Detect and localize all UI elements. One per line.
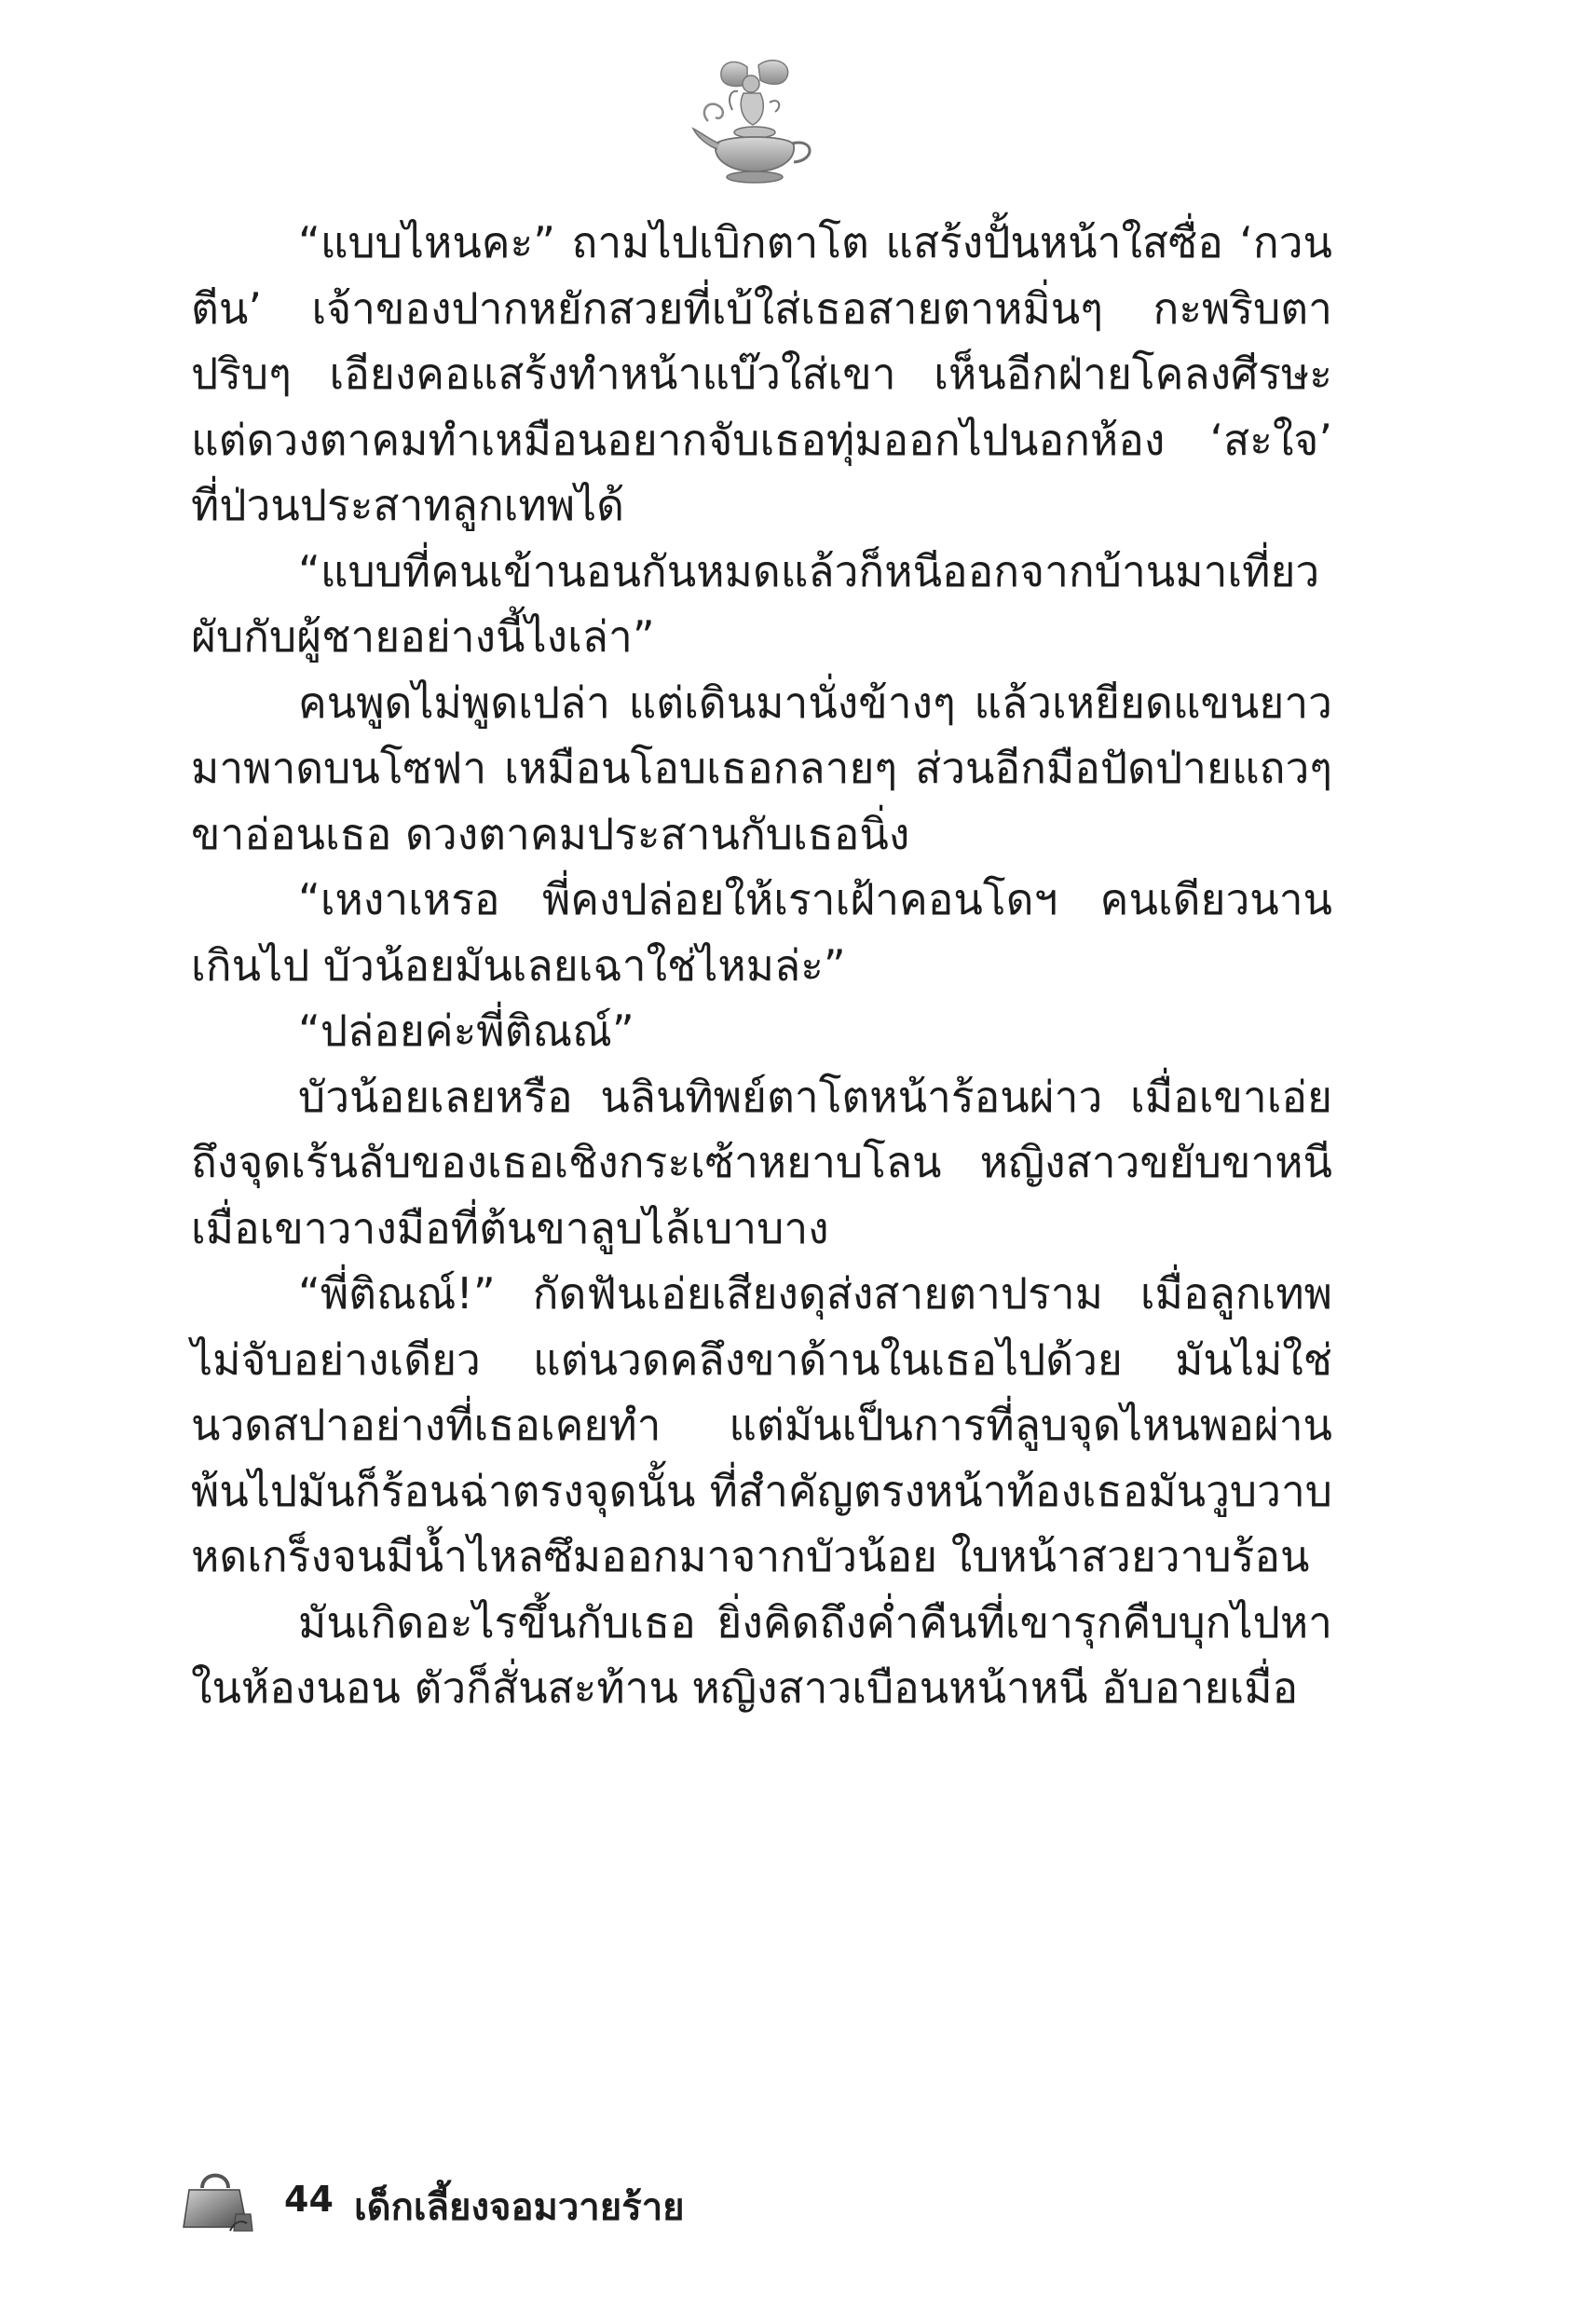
body-text: [191, 210, 1332, 1721]
paragraph: “ปล่อยค่ะพี่ติณณ์”: [298, 1005, 634, 1056]
book-title: เด็กเลี้ยงจอมวายร้าย: [354, 2186, 685, 2229]
paragraph: “แบบไหนคะ” ถามไปเบิกตาโต แสร้งปั้นหน้าใสซื่อ ‘กวนตีน’ เจ้าของปากหยักสวยที่เบ้ใส่เธอสายตาหมิ่นๆ กะพริบตาปริบๆ เอียงคอแสร้งทำหน้าแบ๊วใส่เขา เห็นอีกฝ่ายโคลงศีรษะ แต่ดวงตาคมทำเหมือนอยากจับเธอทุ่มออกไปนอกห้อง ‘สะใจ’ ที่ป่วนประสาทลูกเทพได้: [191, 217, 1332, 530]
paragraph: “แบบที่คนเข้านอนกันหมดแล้วก็หนีออกจากบ้านมาเที่ยวผับกับผู้ชายอย่างนี้ไงเล่า”: [191, 545, 1320, 662]
paragraph: บัวน้อยเลยหรือ นลินทิพย์ตาโตหน้าร้อนผ่าว เมื่อเขาเอ่ยถึงจุดเร้นลับของเธอเชิงกระเซ้าหยาบโลน หญิงสาวขยับขาหนี เมื่อเขาวางมือที่ต้นขาลูบไล้เบาบาง: [191, 1071, 1332, 1253]
paragraph: คนพูดไม่พูดเปล่า แต่เดินมานั่งข้างๆ แล้วเหยียดแขนยาวมาพาดบนโซฟา เหมือนโอบเธอกลายๆ ส่วนอีกมือปัดป่ายแถวๆ ขาอ่อนเธอ ดวงตาคมประสานกับเธอนิ่ง: [191, 677, 1332, 859]
paragraph: มันเกิดอะไรขึ้นกับเธอ ยิ่งคิดถึงค่ำคืนที่เขารุกคืบบุกไปหาในห้องนอน ตัวก็สั่นสะท้าน หญิงสาวเบือนหน้าหนี อับอายเมื่อ: [191, 1596, 1332, 1713]
handbag-icon: [182, 2162, 256, 2236]
cupid-teapot-ornament-icon: [689, 56, 820, 196]
paragraph: “เหงาเหรอ พี่คงปล่อยให้เราเฝ้าคอนโดฯ คนเดียวนานเกินไป บัวน้อยมันเลยเฉาใช่ไหมล่ะ”: [191, 874, 1332, 991]
page-footer: [182, 2162, 1020, 2236]
paragraph: “พี่ติณณ์!” กัดฟันเอ่ยเสียงดุส่งสายตาปราม เมื่อลูกเทพไม่จับอย่างเดียว แต่นวดคลึงขาด้านในเธอไปด้วย มันไม่ใช่นวดสปาอย่างที่เธอเคยทำ แต่มันเป็นการที่ลูบจุดไหนพอผ่านพ้นไปมันก็ร้อนฉ่าตรงจุดนั้น ที่สำคัญตรงหน้าท้องเธอมันวูบวาบหดเกร็งจนมีน้ำไหลซึมออกมาจากบัวน้อย ใบหน้าสวยวาบร้อน: [191, 1268, 1332, 1581]
page-number: 44: [284, 2179, 334, 2220]
